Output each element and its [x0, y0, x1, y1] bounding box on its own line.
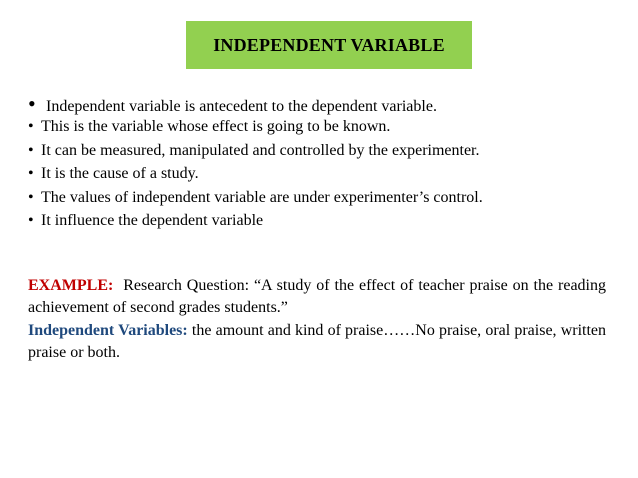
bullet-text: The values of independent variable are under experimenter’s control. [41, 188, 483, 206]
example-paragraph [28, 275, 606, 319]
bullet-item [28, 186, 483, 209]
independent-variables-label: Independent Variables: [28, 322, 188, 339]
example-label: EXAMPLE: [28, 277, 114, 294]
bullet-item [28, 115, 483, 138]
independent-variables-text: the amount and kind of praise……No praise, oral praise, written praise or both. [28, 322, 607, 361]
bullet-text: It is the cause of a study. [41, 165, 199, 183]
bullet-item [28, 162, 483, 185]
bullet-icon: • [28, 91, 36, 116]
bullet-item [28, 92, 483, 115]
bullet-list [28, 92, 483, 232]
bullet-icon: • [28, 211, 34, 229]
bullet-text: This is the variable whose effect is going to be known. [41, 118, 391, 136]
bullet-text: It influence the dependent variable [41, 211, 264, 229]
bullet-item [28, 139, 483, 162]
bullet-icon: • [28, 141, 34, 159]
bullet-icon: • [28, 165, 34, 183]
bullet-icon: • [28, 118, 34, 136]
bullet-icon: • [28, 188, 34, 206]
bullet-text: It can be measured, manipulated and controlled by the experimenter. [41, 141, 480, 159]
slide-title: INDEPENDENT VARIABLE [213, 34, 445, 55]
example-text: Research Question: “A study of the effect of teacher praise on the reading achievement of second grades students.” [28, 277, 607, 316]
title-banner [186, 21, 472, 69]
bullet-item [28, 209, 483, 232]
independent-variables-paragraph [28, 320, 606, 364]
bullet-text: Independent variable is antecedent to the dependent variable. [46, 98, 437, 115]
